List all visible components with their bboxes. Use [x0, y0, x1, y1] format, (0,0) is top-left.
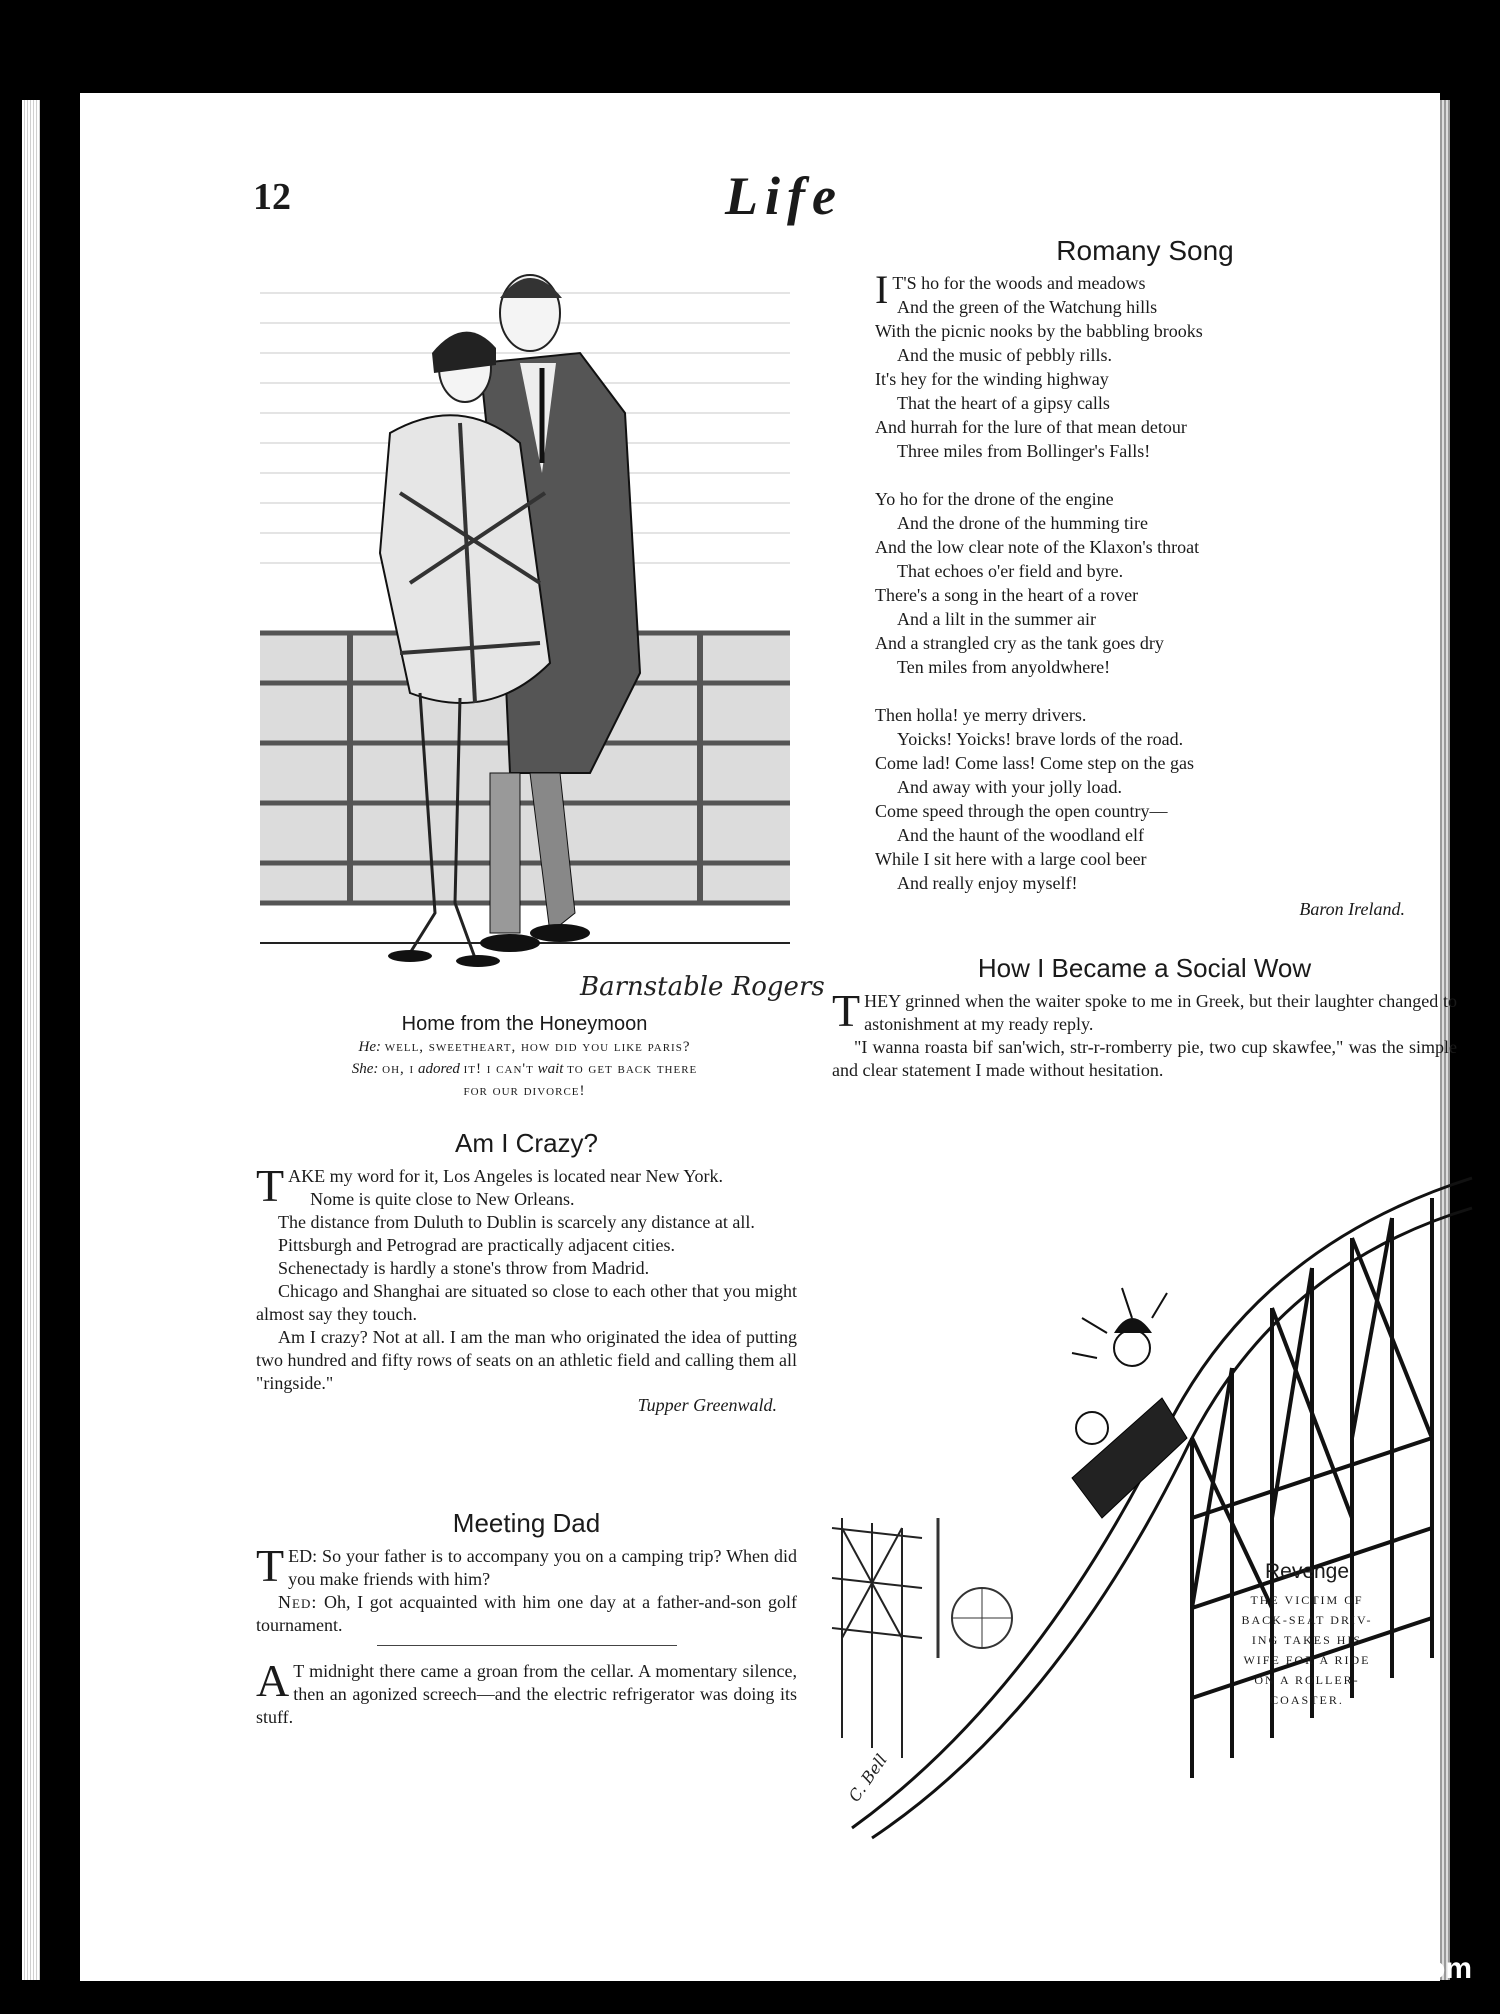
paragraph: Pittsburgh and Petrograd are practically adjacent cities. [278, 1235, 676, 1255]
dropcap: T [832, 985, 861, 1036]
poem-line: And hurrah for the lure of that mean detour [875, 417, 1187, 437]
paragraph: AKE my word for it, Los Angeles is located near New York. [288, 1166, 724, 1186]
caption-line: THE VICTIM OF [1250, 1593, 1364, 1607]
poem-line: While I sit here with a large cool beer [875, 849, 1147, 869]
speaker-he: He: [358, 1039, 381, 1055]
dialogue-she-part: for our divorce! [463, 1083, 586, 1099]
dropcap: A [256, 1655, 290, 1706]
article-title: How I Became a Social Wow [977, 953, 1312, 983]
cartoon-honeymoon-caption [252, 1013, 797, 1102]
dialogue-she-emphasis: wait [537, 1061, 564, 1077]
caption-line: ING TAKES HIS [1251, 1633, 1363, 1647]
paragraph: Chicago and Shanghai are situated so close to each other that you might almost say they touch. [256, 1281, 797, 1324]
caption-line: WIFE FOR A RIDE [1243, 1653, 1371, 1667]
poem-romany-song [875, 235, 1415, 920]
poem-line: And away with your jolly load. [897, 777, 1122, 797]
caption-title: Home from the Honeymoon [401, 1013, 648, 1035]
divider [377, 1645, 677, 1646]
poem-line: There's a song in the heart of a rover [875, 585, 1139, 605]
dropcap: I [875, 267, 889, 312]
poem-line: With the picnic nooks by the babbling brooks [875, 321, 1203, 341]
speaker-label: Ned: [278, 1592, 318, 1612]
cartoon-honeymoon [260, 253, 825, 1011]
poem-line: That the heart of a gipsy calls [897, 393, 1110, 413]
poem-stanza [875, 267, 1415, 463]
paragraph: Schenectady is hardly a stone's throw from Madrid. [278, 1258, 650, 1278]
poem-stanza [875, 703, 1415, 895]
paragraph: "I wanna roasta bif san'wich, str-r-romberry pie, two cup skawfee," was the simple and clear statement I made without hesitation. [832, 1037, 1457, 1080]
dialogue-she-part: oh, i [382, 1061, 415, 1077]
article-midnight [256, 1655, 797, 1729]
dialogue-she-part: it! i can't [463, 1061, 534, 1077]
poem-line: And the haunt of the woodland elf [897, 825, 1144, 845]
paragraph: ED: So your father is to accompany you on a camping trip? When did you make friends with him? [288, 1546, 797, 1589]
poem-line: It's hey for the winding highway [875, 369, 1109, 389]
caption-line: ON A ROLLER- [1254, 1673, 1360, 1687]
poem-line: Come lad! Come lass! Come step on the gas [875, 753, 1194, 773]
dropcap: T [256, 1160, 285, 1211]
article-social-wow [832, 953, 1457, 1082]
poem-stanza [875, 487, 1415, 679]
poem-line: T'S ho for the woods and meadows [892, 273, 1146, 293]
cartoon-roller-coaster-caption [1192, 1560, 1422, 1710]
caption-dialogue [252, 1036, 797, 1102]
paragraph: HEY grinned when the waiter spoke to me in Greek, but their laughter changed to astonishment at my ready reply. [864, 991, 1457, 1034]
poem-line: Ten miles from anyoldwhere! [897, 657, 1111, 677]
dialogue-he: well, sweetheart, how did you like paris? [384, 1039, 691, 1055]
poem-line: Yo ho for the drone of the engine [875, 489, 1114, 509]
dropcap: T [256, 1540, 285, 1591]
poem-line: And a strangled cry as the tank goes dry [875, 633, 1164, 653]
poem-line: And the green of the Watchung hills [897, 297, 1158, 317]
poem-line: And the low clear note of the Klaxon's throat [875, 537, 1200, 557]
dialogue-she-part: to get back there [567, 1061, 698, 1077]
caption-line: BACK-SEAT DRIV- [1241, 1613, 1373, 1627]
article-body [256, 1160, 797, 1395]
dialogue-she-emphasis: adored [417, 1061, 460, 1077]
article-title: Meeting Dad [452, 1508, 601, 1538]
author-signature: Baron Ireland. [1299, 899, 1405, 919]
poem-line: Then holla! ye merry drivers. [875, 705, 1087, 725]
poem-line: That echoes o'er field and byre. [897, 561, 1124, 581]
paragraph: Am I crazy? Not at all. I am the man who originated the idea of putting two hundred and fifty rows of seats on an athletic field and calling them all "ringside." [256, 1327, 797, 1393]
poem-line: Three miles from Bollinger's Falls! [897, 441, 1151, 461]
article-am-i-crazy [256, 1128, 797, 1416]
paragraph: Nome is quite close to New Orleans. [310, 1189, 575, 1209]
paragraph: T midnight there came a groan from the cellar. A momentary silence, then an agonized screech—and the electric refrigerator was doing its stuff. [256, 1661, 797, 1727]
roller-coaster-illustration [832, 1138, 1472, 1838]
couple-illustration [260, 253, 825, 1011]
paragraph: The distance from Duluth to Dublin is scarcely any distance at all. [278, 1212, 755, 1232]
poem-line: And the drone of the humming tire [897, 513, 1148, 533]
poem-line: And the music of pebbly rills. [897, 345, 1112, 365]
site-watermark: comicbooks.com [1226, 1952, 1472, 1985]
poem-line: And really enjoy myself! [897, 873, 1078, 893]
poem-line: Come speed through the open country— [875, 801, 1168, 821]
poem-line: And a lilt in the summer air [897, 609, 1096, 629]
paragraph: Oh, I got acquainted with him one day at a father-and-son golf tournament. [256, 1592, 798, 1635]
speaker-she: She: [351, 1061, 379, 1077]
caption-text [1192, 1590, 1422, 1710]
masthead: Life [725, 166, 843, 226]
article-body [832, 985, 1457, 1082]
author-signature: Tupper Greenwald. [637, 1395, 777, 1415]
poem-line: Yoicks! Yoicks! brave lords of the road. [897, 729, 1184, 749]
magazine-page [80, 93, 1457, 1981]
article-body [256, 1655, 797, 1729]
cartoon-roller-coaster [832, 1138, 1472, 1838]
artist-signature: C. Bell [844, 1750, 891, 1806]
article-body [256, 1540, 798, 1637]
page-edge-left [22, 100, 40, 1980]
poem-title: Romany Song [1056, 235, 1234, 266]
article-title: Am I Crazy? [454, 1128, 599, 1158]
page-number: 12 [253, 176, 291, 218]
caption-title: Revenge [1264, 1560, 1350, 1583]
article-meeting-dad [256, 1508, 797, 1646]
caption-line: COASTER. [1270, 1693, 1344, 1707]
artist-signature: Barnstable Rogers [580, 972, 825, 1002]
